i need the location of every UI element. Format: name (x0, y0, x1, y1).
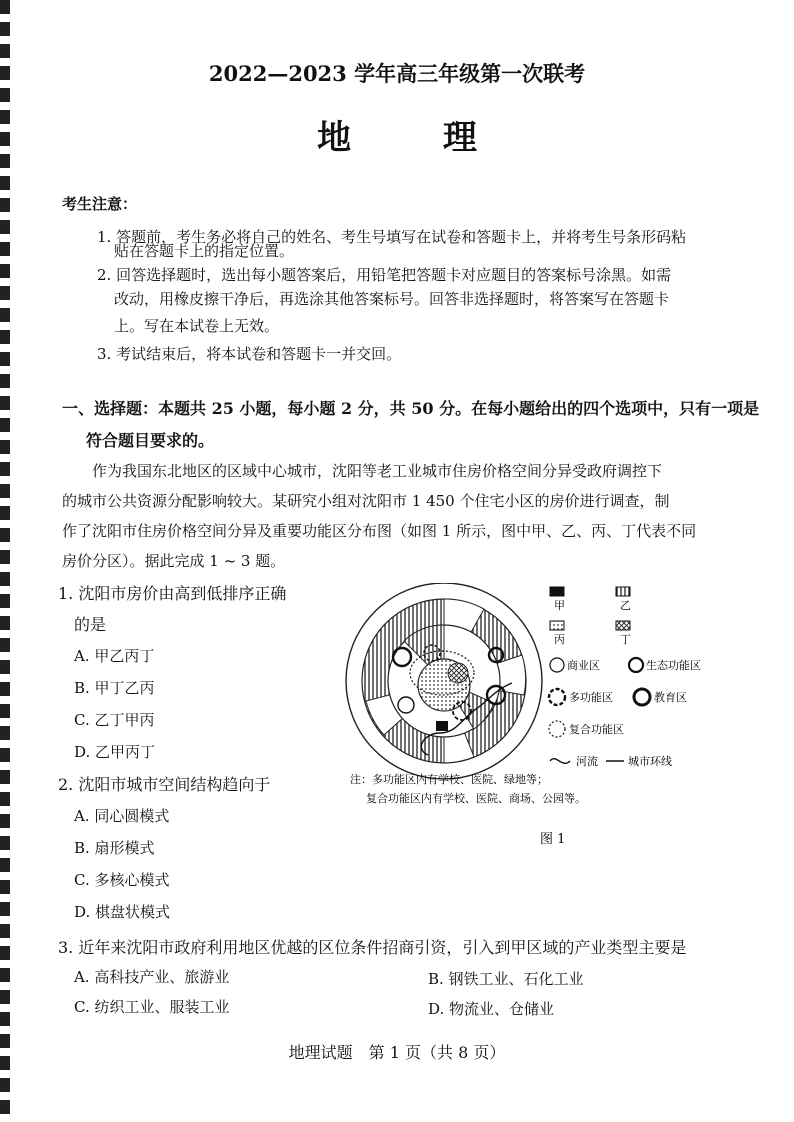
q2-option-a: A. 同心圆模式 (74, 807, 170, 825)
q1-option-d: D. 乙甲丙丁 (74, 743, 156, 761)
multifunction-icon (549, 689, 565, 705)
passage-line: 的城市公共资源分配影响较大。某研究小组对沈阳市 1 450 个住宅小区的房价进行调查，制 (62, 492, 670, 510)
figure-1-map (344, 583, 754, 863)
legend (549, 587, 701, 768)
passage-line: 作了沈阳市住房价格空间分异及重要功能区分布图（如图 1 所示，图中甲、乙、丙、丁代表不同 (62, 522, 697, 540)
legend-commercial: 商业区 (567, 659, 600, 672)
question-3-stem: 3. 近年来沈阳市政府利用地区优越的区位条件招商引资，引入到甲区域的产业类型主要是 (58, 938, 687, 957)
q1-option-b: B. 甲丁乙丙 (74, 679, 155, 697)
legend-multifunction: 多功能区 (569, 691, 613, 704)
scan-edge-marks (0, 0, 10, 1122)
legend-ding-swatch (616, 621, 630, 630)
legend-ding-label: 丁 (620, 633, 631, 646)
notice-line: 3. 考试结束后，将本试卷和答题卡一并交回。 (97, 345, 402, 363)
page-footer: 地理试题 第 1 页（共 8 页） (288, 1043, 506, 1062)
legend-bing-swatch (550, 621, 564, 630)
question-1-stem: 1. 沈阳市房价由高到低排序正确 (58, 584, 287, 603)
subject-title: 地 理 (317, 118, 517, 158)
question-2-stem: 2. 沈阳市城市空间结构趋向于 (58, 775, 271, 794)
question-1-stem-cont: 的是 (74, 615, 107, 634)
zone-jia-block (436, 721, 448, 731)
education-icon (634, 689, 650, 705)
q2-option-d: D. 棋盘状模式 (74, 903, 171, 921)
notice-line: 上。写在本试卷上无效。 (114, 317, 280, 335)
notice-heading: 考生注意： (62, 195, 138, 213)
notice-line: 贴在答题卡上的指定位置。 (114, 242, 295, 260)
legend-river: 河流 (576, 755, 598, 768)
q1-option-c: C. 乙丁甲丙 (74, 711, 155, 729)
notice-line: 改动，用橡皮擦干净后，再选涂其他答案标号。回答非选择题时，将答案写在答题卡 (114, 290, 670, 308)
exam-title: 2022—2023 学年高三年级第一次联考 (208, 61, 586, 86)
figure-note-line2: 复合功能区内有学校、医院、商场、公园等。 (366, 792, 586, 805)
q3-option-b: B. 钢铁工业、石化工业 (428, 970, 584, 988)
passage-line: 作为我国东北地区的区域中心城市，沈阳等老工业城市住房价格空间分异受政府调控下 (92, 462, 663, 480)
legend-bing-label: 丙 (554, 633, 565, 646)
section-heading-cont: 符合题目要求的。 (86, 431, 215, 450)
legend-education: 教育区 (654, 691, 687, 704)
composite-icon (549, 721, 565, 737)
legend-jia-swatch (550, 587, 564, 596)
legend-composite: 复合功能区 (569, 723, 624, 736)
q1-option-a: A. 甲乙丙丁 (74, 647, 155, 665)
passage-line: 房价分区）。据此完成 1 ~ 3 题。 (62, 552, 286, 570)
q3-option-c: C. 纺织工业、服装工业 (74, 998, 230, 1016)
legend-ecological: 生态功能区 (646, 659, 701, 672)
figure-note-line1: 注：多功能区内有学校、医院、绿地等； (350, 773, 548, 786)
q3-option-d: D. 物流业、仓储业 (428, 1000, 555, 1018)
legend-yi-swatch (616, 587, 630, 596)
ecological-icon (629, 658, 643, 672)
section-heading: 一、选择题：本题共 25 小题，每小题 2 分，共 50 分。在每小题给出的四个选项中，只有一项是 (62, 399, 760, 418)
commercial-icon (550, 658, 564, 672)
legend-ring-road: 城市环线 (628, 755, 672, 768)
figure-caption: 图 1 (540, 832, 566, 847)
legend-yi-label: 乙 (620, 599, 631, 612)
river-legend-icon (550, 759, 570, 764)
q2-option-c: C. 多核心模式 (74, 871, 170, 889)
q3-option-a: A. 高科技产业、旅游业 (74, 968, 230, 986)
notice-line: 1. 答题前，考生务必将自己的姓名、考生号填写在试卷和答题卡上，并将考生号条形码粘 (97, 228, 687, 246)
legend-jia-label: 甲 (554, 599, 565, 612)
notice-line: 2. 回答选择题时，选出每小题答案后，用铅笔把答题卡对应题目的答案标号涂黑。如需 (97, 266, 672, 284)
q2-option-b: B. 扇形模式 (74, 839, 155, 857)
